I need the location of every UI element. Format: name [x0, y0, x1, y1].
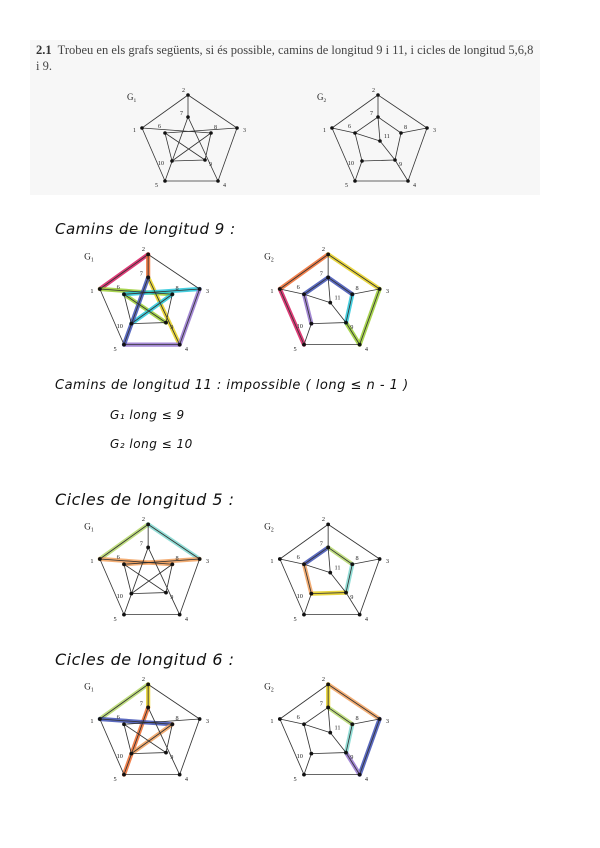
vertex-1	[278, 287, 282, 291]
vertex-3	[378, 557, 382, 561]
vertex-2	[146, 682, 150, 686]
edge-7-5	[124, 707, 148, 774]
vertex-9	[393, 158, 397, 162]
vertex-label-4: 4	[184, 345, 189, 353]
vertex-10	[309, 752, 313, 756]
vertex-label-2: 2	[141, 247, 145, 254]
vertex-label-9: 9	[170, 593, 174, 601]
vertex-label-2: 2	[141, 677, 145, 684]
vertex-1	[278, 717, 282, 721]
vertex-label-3: 3	[205, 718, 210, 726]
vertex-label-6: 6	[116, 553, 120, 561]
vertex-label-3: 3	[385, 558, 390, 566]
vertex-4	[406, 179, 410, 183]
vertex-label-9: 9	[209, 162, 212, 168]
graph-g1-original	[125, 88, 250, 192]
vertex-label-3: 3	[385, 718, 390, 726]
graph-g2-camins9	[262, 247, 393, 356]
vertex-label-5: 5	[155, 183, 158, 189]
vertex-label-5: 5	[293, 615, 297, 623]
vertex-5	[302, 773, 306, 777]
edge-11-9	[330, 573, 346, 593]
vertex-4	[178, 613, 182, 617]
vertex-8	[399, 131, 403, 135]
vertex-4	[178, 343, 182, 347]
vertex-label-11: 11	[334, 294, 341, 302]
vertex-label-3: 3	[385, 288, 390, 296]
vertex-2	[146, 252, 150, 256]
edge-9-10	[311, 753, 346, 754]
vertex-6	[302, 562, 306, 566]
vertex-3	[378, 287, 382, 291]
vertex-8	[350, 292, 354, 296]
edge-6-11	[304, 724, 330, 732]
graph-name: $G_2$	[317, 92, 327, 104]
vertex-label-2: 2	[372, 88, 375, 94]
edge-5-1	[100, 559, 124, 615]
vertex-9	[344, 751, 348, 755]
vertex-6	[302, 722, 306, 726]
vertex-6	[122, 562, 126, 566]
edge-3-4	[180, 559, 200, 615]
graph-svg	[125, 88, 250, 192]
edge-10-8	[172, 133, 211, 161]
edge-7-5	[165, 117, 188, 181]
edge-5-1	[332, 128, 355, 181]
edge-8-9	[346, 294, 352, 322]
edge-5-1	[100, 289, 124, 345]
edge-3-4	[180, 719, 200, 775]
vertex-label-7: 7	[319, 700, 323, 708]
graph-svg	[315, 88, 440, 192]
vertex-label-8: 8	[355, 715, 359, 723]
vertex-label-1: 1	[90, 288, 94, 296]
graph-name: $G_2$	[264, 682, 274, 694]
vertex-label-10: 10	[116, 322, 123, 330]
graph-name: $G_1$	[84, 522, 94, 534]
heading-cicles-6: Cicles de longitud 6 :	[55, 650, 235, 669]
vertex-8	[170, 722, 174, 726]
vertex-label-5: 5	[113, 345, 117, 353]
edge-9-10	[131, 753, 166, 754]
edge-6-7	[355, 117, 378, 133]
vertex-5	[302, 613, 306, 617]
vertex-10	[129, 322, 133, 326]
vertex-label-8: 8	[214, 125, 217, 131]
vertex-label-7: 7	[180, 111, 183, 117]
vertex-6	[302, 292, 306, 296]
graph-svg	[82, 247, 213, 356]
edge-6-7	[304, 547, 328, 564]
graph-name: $G_2$	[264, 252, 274, 264]
edge-3-4	[360, 719, 380, 775]
heading-camins-11: Camins de longitud 11 : impossible ( long ≤ n - 1 )	[55, 378, 409, 393]
vertex-label-9: 9	[170, 323, 174, 331]
vertex-label-3: 3	[205, 288, 210, 296]
vertex-9	[164, 321, 168, 325]
vertex-9	[344, 321, 348, 325]
graph-name: $G_2$	[264, 522, 274, 534]
graph-svg	[82, 677, 213, 786]
vertex-label-9: 9	[399, 162, 402, 168]
vertex-label-8: 8	[355, 555, 359, 563]
vertex-label-5: 5	[113, 775, 117, 783]
edge-7-8	[328, 547, 352, 564]
vertex-5	[122, 343, 126, 347]
vertex-label-11: 11	[334, 564, 341, 572]
edge-7-5	[124, 277, 148, 344]
vertex-label-4: 4	[223, 183, 226, 189]
vertex-label-6: 6	[296, 283, 300, 291]
edge-11-9	[330, 303, 346, 323]
vertex-label-7: 7	[139, 270, 143, 278]
vertex-5	[353, 179, 357, 183]
edge-8-9	[395, 133, 401, 160]
vertex-label-10: 10	[158, 161, 164, 167]
graph-name: $G_1$	[84, 252, 94, 264]
vertex-9	[164, 751, 168, 755]
vertex-label-6: 6	[296, 713, 300, 721]
vertex-6	[353, 131, 357, 135]
edge-5-10	[304, 594, 311, 615]
graph-name: $G_1$	[127, 92, 137, 104]
graph-g2-original	[315, 88, 440, 192]
vertex-5	[122, 773, 126, 777]
vertex-6	[163, 131, 167, 135]
vertex-4	[178, 773, 182, 777]
edge-10-6	[304, 564, 311, 593]
edge-6-7	[304, 707, 328, 724]
vertex-label-8: 8	[175, 555, 179, 563]
edge-7-11	[378, 117, 380, 141]
graph-svg	[262, 677, 393, 786]
vertex-3	[378, 717, 382, 721]
vertex-8	[209, 131, 213, 135]
vertex-4	[358, 343, 362, 347]
heading-cicles-5: Cicles de longitud 5 :	[55, 490, 235, 509]
edge-10-8	[131, 564, 172, 593]
vertex-label-2: 2	[321, 517, 325, 524]
vertex-label-1: 1	[270, 558, 274, 566]
edge-3-4	[218, 128, 237, 181]
vertex-label-4: 4	[184, 615, 189, 623]
vertex-label-6: 6	[116, 283, 120, 291]
vertex-2	[146, 522, 150, 526]
vertex-3	[235, 126, 239, 130]
edge-3-4	[180, 289, 200, 345]
edge-11-9	[330, 733, 346, 753]
graph-g2-cicles6	[262, 677, 393, 786]
edge-2-3	[148, 684, 199, 719]
edge-6-7	[304, 277, 328, 294]
edge-5-1	[280, 289, 304, 345]
edge-9-10	[311, 323, 346, 324]
vertex-label-4: 4	[413, 183, 416, 189]
edge-9-10	[131, 593, 166, 594]
vertex-11	[328, 731, 332, 735]
graph-g1-cicles6	[82, 677, 213, 786]
vertex-label-8: 8	[175, 715, 179, 723]
vertex-1	[98, 717, 102, 721]
edge-6-11	[355, 133, 380, 141]
edge-7-8	[328, 707, 352, 724]
edge-3-4	[408, 128, 427, 181]
edge-1-6	[332, 128, 355, 133]
edge-9-10	[131, 323, 166, 324]
vertex-label-11: 11	[334, 724, 341, 732]
heading-camins-9: Camins de longitud 9 :	[55, 220, 236, 238]
vertex-4	[358, 773, 362, 777]
vertex-label-7: 7	[139, 540, 143, 548]
vertex-5	[163, 179, 167, 183]
vertex-label-4: 4	[364, 345, 369, 353]
vertex-1	[278, 557, 282, 561]
problem-number: 2.1	[36, 43, 52, 57]
vertex-label-11: 11	[384, 134, 390, 140]
vertex-label-1: 1	[133, 128, 136, 134]
vertex-label-8: 8	[355, 285, 359, 293]
vertex-10	[309, 592, 313, 596]
edge-10-6	[304, 724, 311, 753]
vertex-10	[309, 322, 313, 326]
vertex-1	[330, 126, 334, 130]
vertex-3	[198, 557, 202, 561]
vertex-label-9: 9	[350, 753, 354, 761]
edge-2-3	[378, 95, 427, 128]
vertex-label-3: 3	[205, 558, 210, 566]
vertex-3	[198, 717, 202, 721]
vertex-2	[326, 252, 330, 256]
vertex-8	[350, 562, 354, 566]
vertex-label-10: 10	[116, 592, 123, 600]
vertex-2	[376, 93, 380, 97]
edge-3-4	[360, 289, 380, 345]
edge-2-3	[148, 524, 199, 559]
vertex-label-5: 5	[293, 345, 297, 353]
problem-statement	[36, 42, 536, 74]
edge-7-8	[378, 117, 401, 133]
vertex-label-5: 5	[113, 615, 117, 623]
vertex-7	[376, 115, 380, 119]
vertex-label-4: 4	[184, 775, 189, 783]
vertex-label-8: 8	[175, 285, 179, 293]
vertex-label-7: 7	[370, 111, 373, 117]
vertex-label-1: 1	[323, 128, 326, 134]
edge-3-4	[360, 559, 380, 615]
vertex-7	[326, 546, 330, 550]
edge-5-1	[280, 719, 304, 775]
vertex-10	[129, 592, 133, 596]
vertex-8	[170, 292, 174, 296]
vertex-8	[170, 562, 174, 566]
vertex-1	[98, 557, 102, 561]
edge-1-6	[280, 719, 304, 724]
vertex-label-1: 1	[270, 718, 274, 726]
edge-1-6	[280, 559, 304, 564]
vertex-10	[170, 159, 174, 163]
vertex-10	[129, 752, 133, 756]
graph-svg	[82, 517, 213, 626]
vertex-9	[203, 158, 207, 162]
vertex-9	[344, 591, 348, 595]
vertex-1	[140, 126, 144, 130]
vertex-label-3: 3	[433, 128, 436, 134]
vertex-3	[198, 287, 202, 291]
vertex-label-5: 5	[293, 775, 297, 783]
vertex-label-7: 7	[319, 540, 323, 548]
vertex-label-4: 4	[364, 615, 369, 623]
vertex-6	[122, 292, 126, 296]
edge-5-1	[280, 559, 304, 615]
vertex-2	[326, 682, 330, 686]
edge-5-1	[100, 719, 124, 775]
graph-g2-cicles5	[262, 517, 393, 626]
vertex-label-2: 2	[321, 247, 325, 254]
graph-g1-camins9	[82, 247, 213, 356]
problem-text: Trobeu en els grafs següents, si és possible, camins de longitud 9 i 11, i cicles de longitud 5,6,8 i 9.	[36, 43, 534, 73]
vertex-label-10: 10	[296, 322, 303, 330]
vertex-5	[122, 613, 126, 617]
edge-10-6	[355, 133, 362, 161]
vertex-label-6: 6	[348, 124, 351, 130]
vertex-label-10: 10	[296, 752, 303, 760]
edge-7-8	[328, 277, 352, 294]
edge-5-10	[304, 324, 311, 345]
vertex-1	[98, 287, 102, 291]
vertex-4	[216, 179, 220, 183]
vertex-label-5: 5	[345, 183, 348, 189]
graph-name: $G_1$	[84, 682, 94, 694]
vertex-label-4: 4	[364, 775, 369, 783]
vertex-11	[328, 301, 332, 305]
vertex-8	[350, 722, 354, 726]
vertex-7	[326, 706, 330, 710]
vertex-label-7: 7	[319, 270, 323, 278]
vertex-label-7: 7	[139, 700, 143, 708]
vertex-9	[164, 591, 168, 595]
vertex-3	[425, 126, 429, 130]
edge-2-3	[148, 254, 199, 289]
edge-8-9	[346, 564, 352, 592]
edge-9-10	[172, 160, 205, 161]
vertex-11	[328, 571, 332, 575]
vertex-label-3: 3	[243, 128, 246, 134]
vertex-label-10: 10	[116, 752, 123, 760]
vertex-label-2: 2	[141, 517, 145, 524]
vertex-label-6: 6	[296, 553, 300, 561]
vertex-label-1: 1	[270, 288, 274, 296]
vertex-7	[146, 546, 150, 550]
edge-10-6	[304, 294, 311, 323]
vertex-label-6: 6	[158, 124, 161, 130]
edge-11-9	[380, 141, 395, 160]
note-g1-long: G₁ long ≤ 9	[110, 408, 185, 422]
vertex-2	[186, 93, 190, 97]
vertex-label-2: 2	[182, 88, 185, 94]
vertex-7	[146, 276, 150, 280]
vertex-7	[146, 706, 150, 710]
vertex-7	[326, 276, 330, 280]
graph-svg	[262, 247, 393, 356]
vertex-label-9: 9	[350, 593, 354, 601]
vertex-label-6: 6	[116, 713, 120, 721]
vertex-10	[360, 159, 364, 163]
vertex-label-9: 9	[350, 323, 354, 331]
vertex-label-1: 1	[90, 718, 94, 726]
problem-box	[30, 40, 540, 195]
vertex-6	[122, 722, 126, 726]
edge-9-10	[362, 160, 395, 161]
vertex-label-9: 9	[170, 753, 174, 761]
vertex-label-8: 8	[404, 125, 407, 131]
edge-7-5	[124, 547, 148, 614]
vertex-4	[358, 613, 362, 617]
vertex-11	[378, 139, 382, 143]
edge-5-10	[355, 161, 362, 181]
graph-svg	[262, 517, 393, 626]
edge-2-3	[188, 95, 237, 128]
vertex-label-1: 1	[90, 558, 94, 566]
vertex-label-10: 10	[348, 161, 354, 167]
vertex-2	[326, 522, 330, 526]
vertex-7	[186, 115, 190, 119]
vertex-label-10: 10	[296, 592, 303, 600]
vertex-5	[302, 343, 306, 347]
edge-8-9	[346, 724, 352, 752]
edge-5-10	[304, 754, 311, 775]
note-g2-long: G₂ long ≤ 10	[110, 437, 193, 451]
graph-g1-cicles5	[82, 517, 213, 626]
edge-5-1	[142, 128, 165, 181]
vertex-label-2: 2	[321, 677, 325, 684]
